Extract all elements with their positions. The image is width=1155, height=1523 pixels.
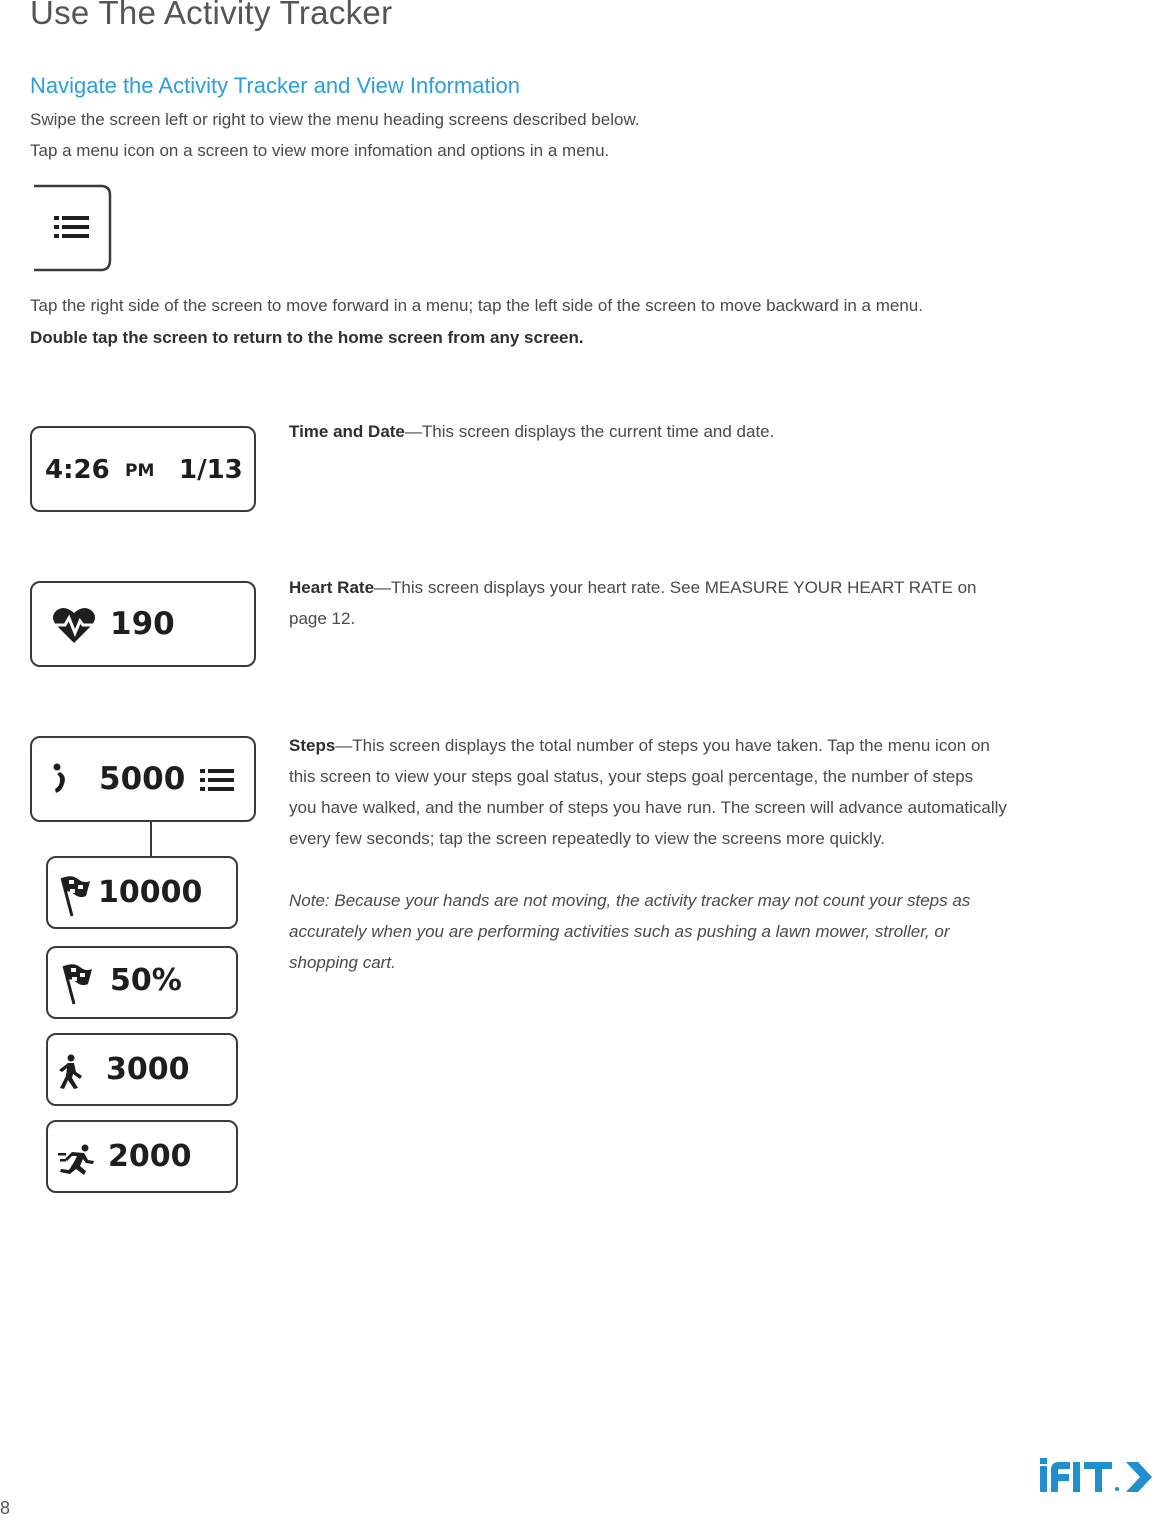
time-date-description (289, 416, 1149, 447)
steps-run-screen (46, 1120, 238, 1193)
walk-icon (56, 1054, 86, 1090)
note-line-1: Note: Because your hands are not moving, the activity tracker may not count your steps as (289, 891, 971, 910)
run-icon (58, 1144, 96, 1176)
ifit-logo-mark (1038, 1458, 1155, 1498)
menu-icon (200, 768, 236, 796)
heart-rate-title: Heart Rate (289, 578, 375, 597)
flag-icon (60, 964, 94, 1006)
page-title: Use The Activity Tracker (30, 0, 393, 31)
footprint-icon (52, 762, 72, 796)
note-line-3: shopping cart. (289, 953, 396, 972)
steps-description (289, 730, 1149, 854)
heart-rate-value: 190 (110, 606, 175, 642)
steps-screen (30, 736, 256, 822)
intro-line-2: Tap a menu icon on a screen to view more infomation and options in a menu. (30, 141, 610, 160)
steps-title: Steps (289, 736, 336, 755)
ampm-value: PM (125, 461, 155, 481)
nav-instructions: Tap the right side of the screen to move forward in a menu; tap the left side of the screen to move backward in a menu. (30, 296, 923, 315)
menu-icon (54, 215, 94, 245)
intro-line-1: Swipe the screen left or right to view the menu heading screens described below. (30, 110, 640, 129)
flag-icon (58, 876, 92, 918)
steps-goal-screen (46, 856, 238, 929)
menu-connector (150, 822, 152, 857)
steps-walked-screen (46, 1033, 238, 1106)
steps-text-1: —This screen displays the total number of steps you have taken. Tap the menu icon on (335, 736, 990, 755)
time-date-text: —This screen displays the current time and date. (404, 422, 775, 441)
page-number: 8 (0, 1498, 11, 1518)
double-tap-note: Double tap the screen to return to the home screen from any screen. (30, 328, 584, 347)
time-date-screen (30, 426, 256, 512)
steps-text-2: this screen to view your steps goal status, your steps goal percentage, the number of steps (289, 767, 974, 786)
steps-note (289, 885, 1149, 978)
section-heading: Navigate the Activity Tracker and View Information (30, 73, 520, 98)
steps-text-4: every few seconds; tap the screen repeatedly to view the screens more quickly. (289, 829, 885, 848)
steps-value: 5000 (99, 761, 186, 797)
heart-rate-icon (52, 605, 96, 645)
menu-screen-edge (34, 184, 111, 271)
steps-run-value: 2000 (108, 1139, 192, 1174)
steps-walked-value: 3000 (106, 1052, 190, 1087)
note-line-2: accurately when you are performing activities such as pushing a lawn mower, stroller, or (289, 922, 950, 941)
ifit-logo (1038, 1458, 1155, 1498)
time-value: 4:26 (45, 455, 110, 485)
steps-percent-screen (46, 946, 238, 1019)
time-date-title: Time and Date (289, 422, 405, 441)
heart-rate-text-1: —This screen displays your heart rate. See MEASURE YOUR HEART RATE on (374, 578, 977, 597)
heart-rate-screen (30, 581, 256, 667)
steps-goal-value: 10000 (98, 875, 203, 910)
steps-text-3: you have walked, and the number of steps you have run. The screen will advance automatically (289, 798, 1007, 817)
steps-percent-value: 50% (110, 963, 182, 998)
date-value: 1/13 (179, 455, 243, 485)
heart-rate-description (289, 572, 1149, 634)
heart-rate-text-2: page 12. (289, 609, 356, 628)
